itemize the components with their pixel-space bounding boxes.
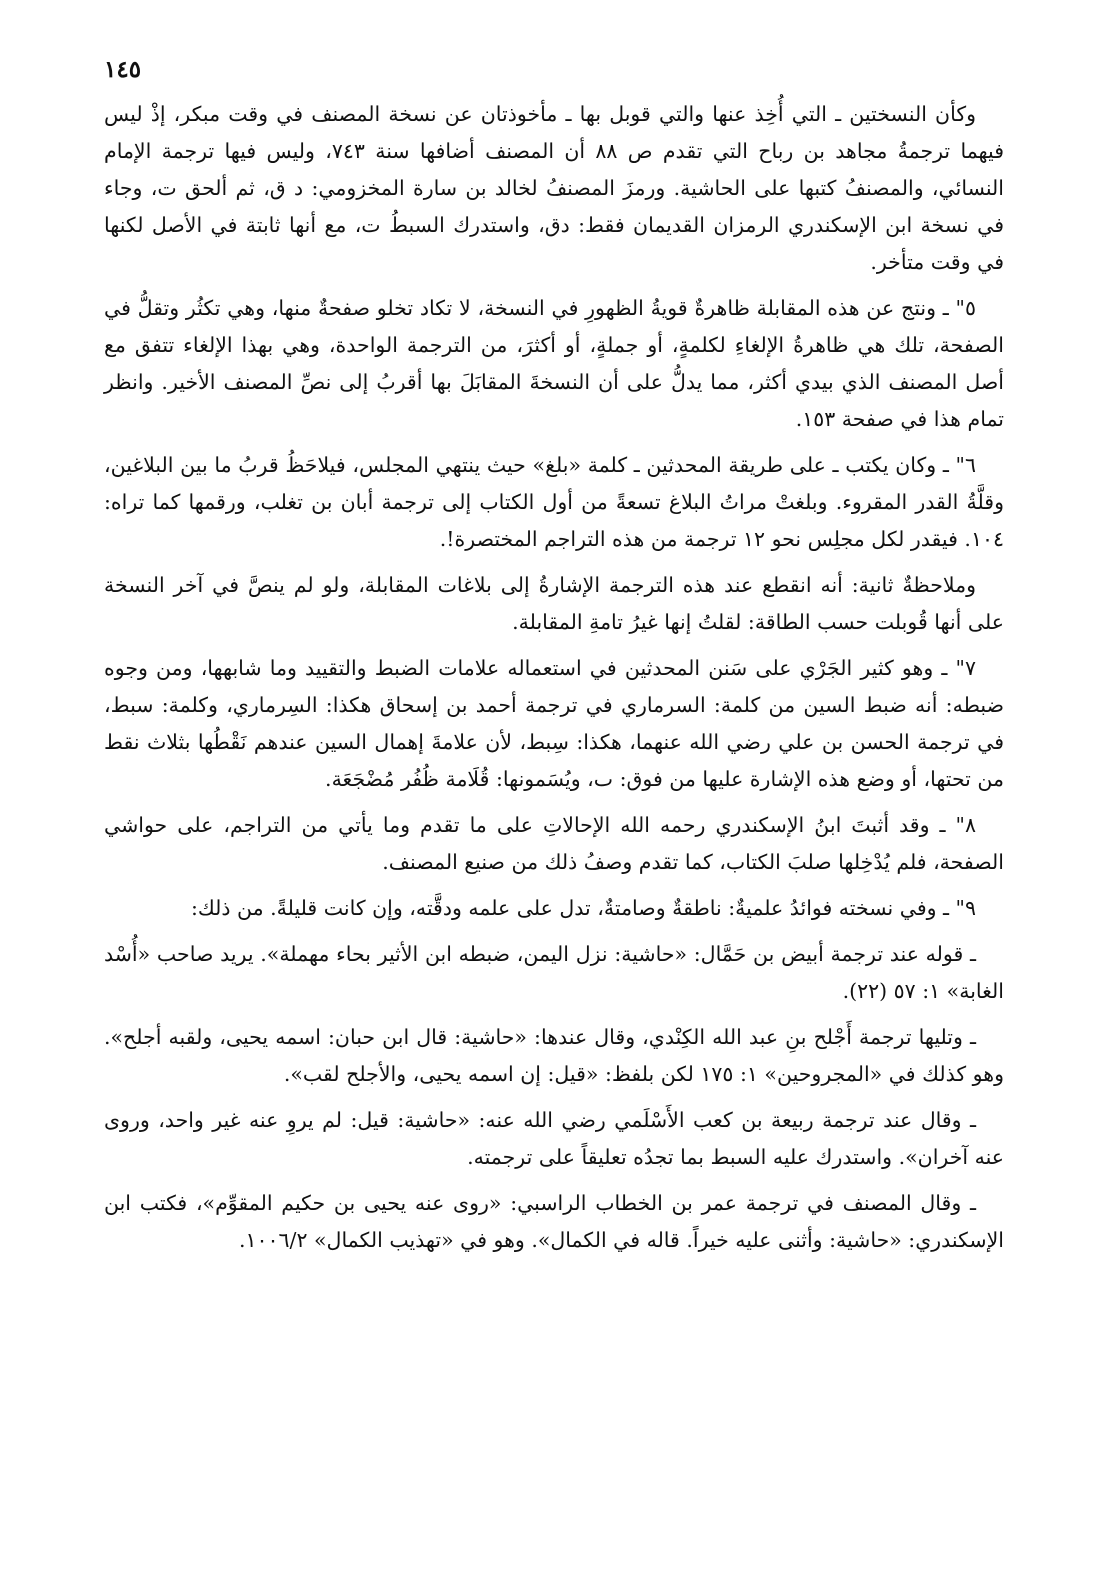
list-item-umar: ـ وقال المصنف في ترجمة عمر بن الخطاب الراسبي: «روى عنه يحيى بن حكيم المقوِّم»، فكتب ابن الإسكندري: «حاشية: وأثنى عليه خيراً. قاله في الكمال». وهو في «تهذيب الكمال» ١٠٠٦/٢. bbox=[104, 1191, 1004, 1252]
list-item-abyad: ـ قوله عند ترجمة أبيض بن حَمَّال: «حاشية: نزل اليمن، ضبطه ابن الأثير بحاء مهملة». يريد صاحب «أُسْد الغابة» ١: ٥٧ (٢٢). bbox=[104, 942, 1004, 1003]
paragraph-point-6: ٦" ـ وكان يكتب ـ على طريقة المحدثين ـ كلمة «بلغ» حيث ينتهي المجلس، فيلاحَظُ قربُ ما بين البلاغين، وقلَّةُ القدر المقروء. وبلغتْ مراتُ البلاغ تسعةً من أول الكتاب إلى ترجمة أبان بن تغلب، ورقمها كما تراه: ١٠٤. فيقدر لكل مجلِس نحو ١٢ ترجمة من هذه التراجم المختصرة!. bbox=[104, 453, 1004, 551]
list-item-rabia: ـ وقال عند ترجمة ربيعة بن كعب الأَسْلَمي رضي الله عنه: «حاشية: قيل: لم يروِ عنه غير واحد، وروى عنه آخران». واستدرك عليه السبط بما تجدُه تعليقاً على ترجمته. bbox=[104, 1108, 1004, 1169]
paragraph-point-8: ٨" ـ وقد أثبتَ ابنُ الإسكندري رحمه الله الإحالاتِ على ما تقدم وما يأتي من التراجم، على حواشي الصفحة، فلم يُدْخِلها صلبَ الكتاب، كما تقدم وصفُ ذلك من صنيع المصنف. bbox=[104, 813, 1004, 874]
paragraph-point-5: ٥" ـ ونتج عن هذه المقابلة ظاهرةٌ قويةُ الظهورِ في النسخة، لا تكاد تخلو صفحةٌ منها، وهي تكثُر وتقلُّ في الصفحة، تلك هي ظاهرةُ الإلغاءِ لكلمةٍ، أو جملةٍ، أو أكثرَ، من الترجمة الواحدة، وهي بهذا الإلغاء تتفق مع أصل المصنف الذي بيدي أكثر، مما يدلُّ على أن النسخةَ المقابَلَ بها أقربُ إلى نصِّ المصنف الأخير. وانظر تمام هذا في صفحة ١٥٣. bbox=[104, 296, 1004, 431]
paragraph-second-note: وملاحظةٌ ثانية: أنه انقطع عند هذه الترجمة الإشارةُ إلى بلاغات المقابلة، ولو لم ينصَّ في آخر النسخة على أنها قُوبلت حسب الطاقة: لقلتُ إنها غيرُ تامةِ المقابلة. bbox=[104, 573, 1004, 634]
paragraph-manuscript-copies: وكأن النسختين ـ التي أُخِذ عنها والتي قوبل بها ـ مأخوذتان عن نسخة المصنف في وقت مبكر، إذْ ليس فيهما ترجمةُ مجاهد بن رباح التي تقدم ص ٨٨ أن المصنف أضافها سنة ٧٤٣، وليس فيها ترجمة الإمام النسائي، والمصنفُ كتبها على الحاشية. ورمزَ المصنفُ لخالد بن سارة المخزومي: د ق، ثم ألحق ت، وجاء في نسخة ابن الإسكندري الرمزان القديمان فقط: دق، واستدرك السبطُ ت، مع أنها ثابتة في الأصل لكنها في وقت متأخر. bbox=[104, 102, 1004, 274]
paragraph-point-7: ٧" ـ وهو كثير الجَرْي على سَنن المحدثين في استعماله علامات الضبط والتقييد وما شابهها، ومن وجوه ضبطه: أنه ضبط السين من كلمة: السرماري في ترجمة أحمد بن إسحاق هكذا: السِرماري، وكلمة: سبط، في ترجمة الحسن بن علي رضي الله عنهما، هكذا: سِبط، لأن علامةَ إهمال السين عندهم نَقْطُها بثلاث نقط من تحتها، أو وضع هذه الإشارة عليها من فوق: ٮ، ويُسَمونها: قُلَامة ظُفُر مُضْجَعَة. bbox=[104, 656, 1004, 791]
page-number: ١٤٥ bbox=[104, 56, 142, 83]
paragraph-point-9: ٩" ـ وفي نسخته فوائدُ علميةٌ: ناطقةٌ وصامتةٌ، تدل على علمه ودقَّته، وإن كانت قليلةً. من ذلك: bbox=[190, 896, 976, 920]
list-item-ajlah: ـ وتليها ترجمة أَجْلح بنِ عبد الله الكِنْدي، وقال عندها: «حاشية: قال ابن حبان: اسمه يحيى، ولقبه أجلح». وهو كذلك في «المجروحين» ١: ١٧٥ لكن بلفظ: «قيل: إن اسمه يحيى، والأجلح لقب». bbox=[104, 1025, 1004, 1086]
